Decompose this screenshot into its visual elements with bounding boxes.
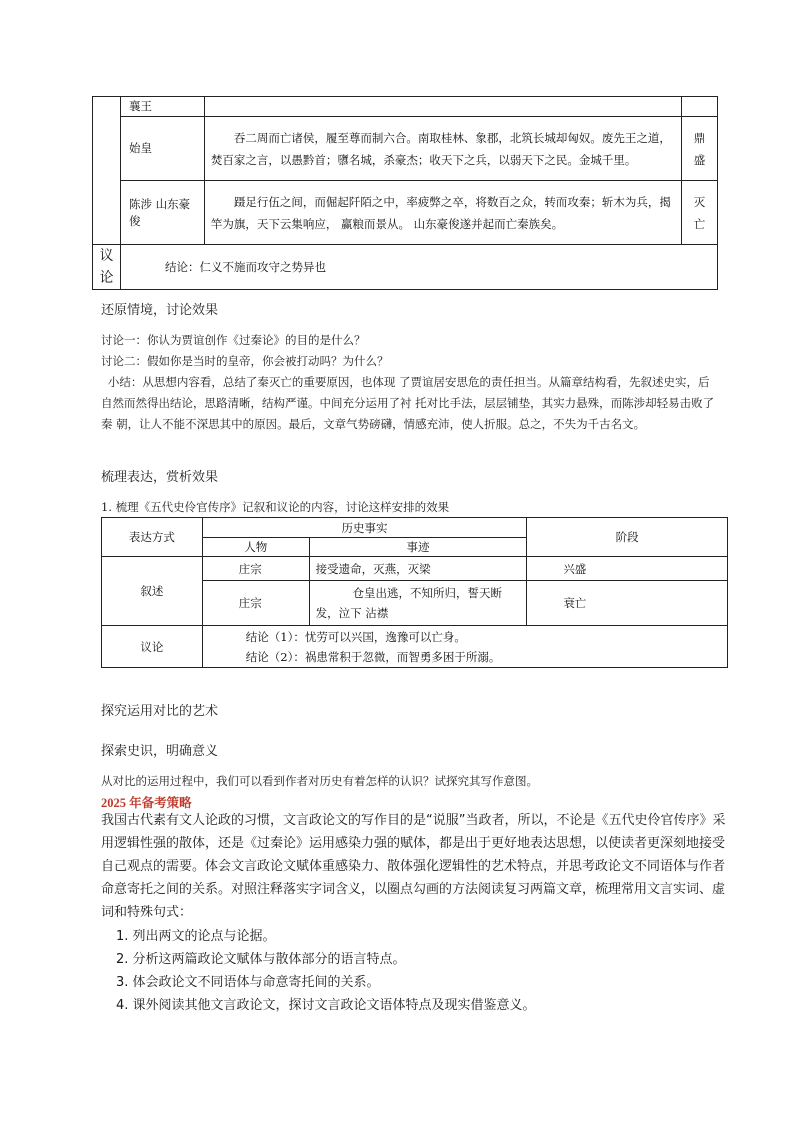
conclusion-1: 结论（1）：忧劳可以兴国，逸豫可以亡身。 [245, 629, 466, 644]
section-heading: 还原情境，讨论效果 [101, 303, 219, 318]
list-item: 1. 列出两文的论点与论据。 [116, 929, 276, 944]
table-row-content: 蹑足行伍之间，而倔起阡陌之中，率疲弊之卒，将数百之众，转而攻秦；斩木为兵，揭竿为旗，天下云集响应， 赢粮而景从。 山东豪俊遂并起而亡秦族矣。 [204, 181, 681, 245]
discussion-question-1: 讨论一：你认为贾谊创作《过秦论》的目的是什么？ [101, 333, 366, 347]
table-row-result [682, 97, 718, 117]
table-cell-person: 庄宗 [202, 557, 309, 581]
table-row-result: 鼎盛 [693, 130, 706, 167]
lingguan-table [101, 517, 728, 668]
table-cell-stage: 衰亡 [527, 581, 728, 626]
table-cell-event: 接受遗命，灭燕，灭梁 [309, 557, 527, 581]
table-row-name: 始皇 [120, 117, 204, 181]
summary-paragraph: 小结：从思想内容看，总结了秦灭亡的重要原因，也体现 了贾谊居安思危的责任担当。从篇章结构看，先叙述史实，后 自然而然得出结论，思路清晰，结构严谨。中间充分运用了衬 托对比手法，层层铺垫，其实力悬殊，而陈涉却轻易击败了秦 朝，让人不能不深思其中的原因。最后，文章气势磅礴，情感充沛，使人折服。总之，不失为千古名文。 [101, 375, 715, 431]
col-stage-header: 阶段 [527, 518, 728, 557]
section-heading: 探索史识，明确意义 [101, 744, 219, 759]
table-cell-stage: 兴盛 [527, 557, 728, 581]
yilun-label: 议论 [99, 248, 114, 286]
discussion-question-2: 讨论二：假如你是当时的皇帝，你会被打动吗？为什么？ [101, 354, 389, 368]
exploration-question: 从对比的运用过程中，我们可以看到作者对历史有着怎样的认识？试探究其写作意图。 [101, 774, 538, 788]
table-row-content [204, 97, 681, 117]
section-heading: 探究运用对比的艺术 [101, 704, 219, 719]
list-item: 3. 体会政论文不同语体与命意寄托间的关系。 [116, 975, 380, 990]
list-item: 4. 课外阅读其他文言政论文，探讨文言政论文语体特点及现实借鉴意义。 [116, 998, 536, 1013]
narrate-label: 叙述 [102, 557, 203, 626]
col-mode-header: 表达方式 [102, 518, 203, 557]
table-row-content: 吞二周而亡诸侯，履至尊而制六合。南取桂林、象郡，北筑长城却匈奴。废先王之道，焚百家之言，以愚黔首；隳名城，杀豪杰；收天下之兵，以弱天下之民。金城千里。 [204, 117, 681, 181]
list-item: 2. 分析这两篇政论文赋体与散体部分的语言特点。 [116, 952, 406, 967]
table-row-name: 襄王 [120, 97, 204, 117]
strategy-body: 我国古代素有文人论政的习惯，文言政论文的写作目的是“说服”当政者，所以，不论是《五代史伶官传序》采用逻辑性强的散体，还是《过秦论》运用感染力强的赋体，都是出于更好地表达思想，以使读者更深刻地接受自己观点的需要。体会文言政论文赋体重感染力、散体强化逻辑性的艺术特点，并思考政论文不同语体与作者命意寄托之间的关系。对照注释落实字词含义，以圈点勾画的方法阅读复习两篇文章，梳理常用文言实词、虚词和特殊句式： [101, 813, 726, 920]
conclusion-2: 结论（2）：祸患常积于忽微，而智勇多困于所溺。 [245, 649, 501, 664]
strategy-title: 2025 年备考策略 [101, 796, 192, 810]
col-person-header: 人物 [202, 538, 309, 557]
col-event-header: 事迹 [309, 538, 527, 557]
guoqinlun-table [92, 96, 718, 290]
table-cell-event: 仓皇出逃，不知所归，誓天断发，泣下 沾襟 [309, 581, 527, 626]
table-row-result: 灭亡 [693, 194, 706, 231]
task-text: 1. 梳理《五代史伶官传序》记叙和议论的内容，讨论这样安排的效果 [101, 500, 450, 514]
table-side-cell [93, 97, 121, 245]
table-row-name: 陈涉 山东豪俊 [120, 181, 204, 245]
yilun-conclusion: 结论：仁义不施而攻守之势异也 [120, 245, 717, 290]
strategy-list [116, 925, 726, 1017]
table-cell-person: 庄宗 [202, 581, 309, 626]
col-history-header: 历史事实 [202, 518, 527, 538]
discuss-label: 议论 [102, 626, 203, 668]
section-heading: 梳理表达，赏析效果 [101, 470, 219, 485]
